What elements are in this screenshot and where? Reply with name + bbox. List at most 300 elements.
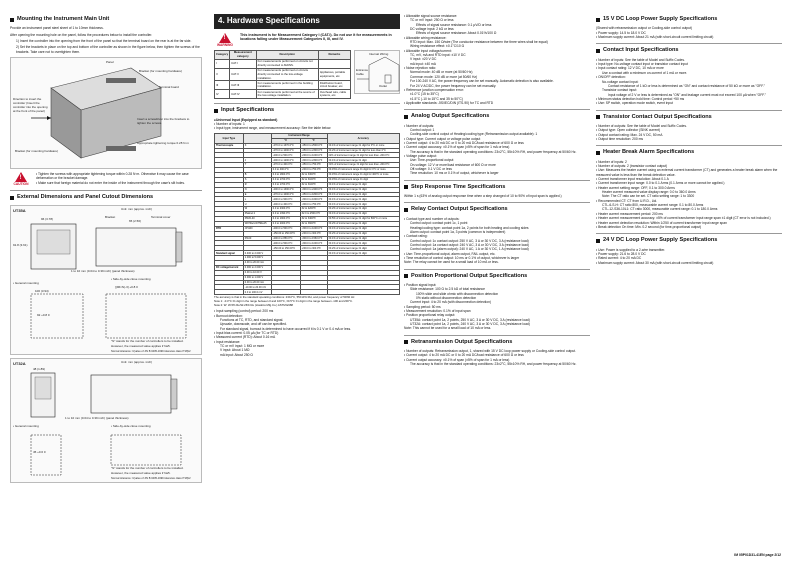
col3.top_specs-line: • Applicable standards: JIS/IEC/DIN (ITS-90) for TC and RTD	[404, 100, 494, 105]
col3.top_specs-line: Effects of signal source resistance: About 0.01%/100 Ω	[416, 31, 497, 36]
col4.lp24-line: • Maximum supply current: About 30 mA (with short-circuit current limiting circuit)	[596, 260, 714, 265]
col3.top_specs-line: V input: ±20 V DC	[410, 57, 437, 62]
n-note-b: "N" stands for the number of controllers to be installed.	[111, 465, 184, 470]
col4.heater-line: • Heater current detection resolution: Within 1/250 of current transformer input range span	[596, 220, 727, 225]
side-by-side-2: • Side-by-side close mounting	[111, 423, 151, 428]
col3.top_specs-line: Common mode: 120 dB or more (at 50/60 Hz)	[410, 74, 478, 79]
ut35a-dimension-drawing	[10, 205, 202, 355]
table-cell: ±0.1% of instrument range ±1 digit	[327, 197, 399, 202]
col2.after_table-line: Upscale, downscale, and off can be specified.	[220, 322, 287, 327]
table-cell: -200.0 to 300.0°F	[300, 246, 327, 251]
col4.heater-line: • Heater current measurement accuracy: ±5% of current transformer input range span ±1 digit (CT error is not included.)	[596, 216, 771, 221]
table-cell: -200.0 to 900.0°C	[271, 197, 300, 202]
col3.retrans-line: The accuracy is that in the standard operating conditions: 23±2°C, 55±10% RH, and power frequency at 50/60 Hz.	[410, 362, 577, 367]
dim-91: 91.8 (3.61)	[13, 242, 28, 247]
table-row	[215, 290, 400, 295]
n-note: "N" stands for the number of controllers to be installed.	[111, 338, 184, 343]
table-cell: ±0.2% of instrument range ±1 digit for less than 0°C	[327, 148, 399, 153]
general-mounting-2: • General mounting	[13, 423, 39, 428]
table-cell: ±0.15% of instrument range ±1 digit for 0°C or more	[327, 168, 399, 173]
table-cell: 0.0 to 400.0°C	[271, 168, 300, 173]
table-cell: ±0.1% of instrument range ±1 digit	[327, 182, 399, 187]
dim-65: 65 (2.56)	[129, 218, 142, 223]
divider	[404, 269, 590, 270]
input-spec-continued	[404, 14, 590, 105]
label-bracket-bottom: Bracket (for mounting hardware)	[15, 149, 59, 154]
table-note-1: The accuracy is that in the standard operating conditions: 23±2°C, 55±10% RH, and power frequency of 50/60 Hz.	[214, 295, 356, 300]
lp15-list	[596, 26, 782, 39]
divider	[596, 43, 782, 44]
table-cell: ±0.1% of instrument range ±1 digit	[327, 158, 399, 163]
th-accuracy: Accuracy	[327, 133, 399, 143]
table-cell: R	[243, 182, 271, 187]
cat-header: Description	[256, 50, 318, 59]
col4.contact_in-line: Contact resistance of 1 kΩ or less is determined as "ON" and contact resistance of 50 kΩ or more as "OFF."	[608, 83, 765, 88]
col4.contact_in-line: • ON/OFF detection:	[596, 75, 626, 80]
table-cell: U	[243, 202, 271, 207]
column-io-specs	[404, 14, 590, 367]
table-cell: -270.0 to 1370.0°C	[271, 143, 300, 148]
col3.analog-line: • Current output: 4 to 20 mA DC or 0 to 20 mA DC/load resistance of 600 Ω or less	[404, 140, 524, 145]
col3.top_specs-line: DC voltage input: 2 kΩ or less	[410, 27, 454, 32]
col4.lp15-line: • Maximum supply current: About 21 mA (with short-circuit current limiting circuit)	[596, 35, 714, 40]
col3.pos-line: • Position signal input:	[404, 282, 437, 287]
col4.heater-line: • Heater current measurement period: 200 ms	[596, 211, 663, 216]
table-cell: ±0.2% of instrument range ±1 digit	[327, 207, 399, 212]
col4.heater-line: • Number of outputs: 2 (transistor contact output)	[596, 164, 668, 169]
col4.contact_in-line: Input voltage of 2 V or less is determined as "ON" and leakage current must not exceed 100 μA when "OFF."	[608, 92, 766, 97]
col3.relay-line: • Contact type and number of outputs:	[404, 216, 460, 221]
table-cell: -270.0 to 1000.0°C	[271, 148, 300, 153]
col4.heater-line: • Number of inputs: 2	[596, 159, 627, 164]
table-cell: 0.0 to 1900.0°C	[271, 216, 300, 221]
table-cell: -200.0 to 400.0°C	[271, 202, 300, 207]
table-cell: 32 to 3600°F	[300, 221, 327, 226]
col2.after_table-line: • Input bias current: 0.05 μA (for TC or RTD)	[214, 331, 279, 335]
col4.contact_in-line: Use a contact with a minimum on-current of 1 mA or more.	[602, 70, 688, 75]
caution-icon-group	[10, 172, 32, 186]
square-bullet-icon	[596, 49, 600, 53]
dim-45: 45 +0.6 0	[33, 449, 46, 454]
square-bullet-icon	[10, 196, 14, 200]
table-cell: -200.0 to 300.0°F	[300, 231, 327, 236]
label-outlet: Outlet	[379, 83, 388, 88]
table-cell: -300.0 to 2300.0°F	[300, 158, 327, 163]
col3.top_specs-line: mA input: ±40 mA	[410, 61, 436, 66]
square-bullet-icon	[596, 151, 600, 155]
section-contact-input: Contact Input Specifications	[596, 47, 782, 54]
col3.top_specs-line: • Allowable wiring resistance:	[404, 35, 447, 40]
col3.analog-line: • Voltage pulse output:	[404, 154, 437, 158]
label-screwdriver: Insert a screwdriver into the brackets to tighten the screws.	[137, 117, 190, 126]
table-cell: JPt100	[243, 226, 271, 231]
col3.retrans-line: • Current output: 4 to 20 mA DC or 0 to 20 mA DC/load resistance of 600 Ω or less	[404, 353, 524, 358]
caution-bullet-1: • Tighten the screws with appropriate tightening torque within 0.28 N·m. Otherwise it may cause the case deformation or the bracket damage.	[36, 172, 189, 181]
universal-line-1: • Number of inputs: 1	[214, 122, 245, 127]
col3.relay-line: Control output: 1a contact output: 240 V AC, 3 A or 30 V DC, 3 A (resistance load)	[410, 242, 529, 247]
label-torque: Appropriate tightening torque 0.28 N·m	[137, 141, 189, 146]
section-lp24: 24 V DC Loop Power Supply Specifications	[596, 237, 782, 244]
table-cell: 0.00 to 10.00 V	[243, 270, 271, 275]
col3.pos-line: Slide resistance: 100 Ω to 2.5 kΩ of total resistance	[410, 287, 485, 292]
divider	[596, 145, 782, 146]
square-bullet-icon	[214, 109, 218, 113]
square-bullet-icon	[10, 18, 14, 22]
label-bracket: Bracket	[105, 214, 116, 219]
table-cell: III	[215, 81, 230, 90]
square-bullet-icon	[596, 18, 600, 22]
col4.contact_in-line: Transistor contact input:	[602, 88, 638, 93]
table-cell: -450.0 to 2500.0°F	[300, 143, 327, 148]
col3.analog-line: On-voltage: 12 V or more/load resistance of 600 Ω or more	[410, 162, 496, 167]
divider	[596, 110, 782, 111]
col2.after_table-line: • Burnout detection:	[214, 313, 243, 318]
col3.analog-line: Time resolution: 10 ms or 0.1% of output, whichever is larger	[410, 171, 499, 176]
model-ut35a: UT35A	[13, 207, 26, 213]
table-row	[215, 59, 351, 68]
section-lp15: 15 V DC Loop Power Supply Specifications	[596, 16, 782, 23]
th-instrument-range: Instrument Range	[271, 133, 327, 138]
section-transistor: Transistor Contact Output Specifications	[596, 114, 782, 121]
table-cell: 0.000 to 1.000 V	[243, 275, 271, 280]
table-cell: -200.0 to 500.0°C	[271, 153, 300, 158]
table-cell: 4.00 to 20.00 mA	[243, 260, 271, 265]
col4.lp15-line: • Power supply: 14.5 to 18.0 V DC	[596, 30, 646, 35]
section-heater: Heater Break Alarm Specifications	[596, 149, 782, 156]
table-cell: ±0.1% of instrument range ±1 digit	[327, 212, 399, 217]
cat-header: Measurement category	[230, 50, 256, 59]
table-cell: Overhead wire, cable systems, etc.	[318, 90, 350, 99]
table-cell: CAT.I	[230, 59, 256, 68]
table-cell: -300.0 to 750.0°F	[300, 202, 327, 207]
mount-step-1: 1) Insert the controller into the opening from the front of the panel so that the terminal board on the rear is at the far side.	[16, 39, 192, 44]
mount-step-2: 2) Set the brackets in place on the top and bottom of the controller as shown in the figure below, then tighten the screws of the brackets. Take care not to overtighten them.	[16, 45, 200, 54]
table-cell: Standard signal	[215, 251, 244, 256]
divider	[10, 190, 202, 191]
divider	[596, 233, 782, 234]
n-note-2: However, the measured value applies if N≥5.	[111, 343, 171, 348]
table-cell: 0.0 to 100.0 mV	[243, 290, 271, 295]
col3.analog-line: Off-voltage: 0.1 V DC or less	[410, 167, 452, 172]
ut32a-dimension-drawing	[10, 358, 202, 483]
lp24-list	[596, 248, 782, 265]
table-cell: E	[243, 192, 271, 197]
table-cell: 32 to 3100°F	[300, 177, 327, 182]
table-row	[215, 90, 351, 99]
col3.top_specs-line: ±1.5°C (-10 to 15°C and 35 to 50°C)	[410, 96, 463, 101]
table-cell: -300.0 to 1000.0°F	[300, 226, 327, 231]
relay-list	[404, 217, 590, 265]
col3.retrans-line: • Number of outputs: Retransmission output, 1, shared with 15 V DC loop power supply or Cooling-side control output.	[404, 349, 576, 354]
table-cell: -10.00 to 20.00 mV	[243, 285, 271, 290]
label-terminal-board: Terminal board	[159, 85, 179, 90]
table-cell: -200.0 to 850.0°C	[271, 236, 300, 241]
table-cell: -200.0 to 750.0°F	[300, 168, 327, 173]
col4.transistor-line: • Output time resolution: 200 ms	[596, 136, 643, 141]
table-row	[215, 81, 351, 90]
table-cell: I	[215, 59, 230, 68]
table-cell: ±0.1% of instrument range ±1 digit	[327, 187, 399, 192]
section-position: Position Proportional Output Specifications	[404, 273, 590, 280]
building-icon	[355, 51, 401, 95]
table-cell: 0.00 to 20.00 mA	[243, 280, 271, 285]
col3.relay-line: Note: The relay cannot be used for a small load of 10 mA or less.	[404, 260, 499, 265]
table-cell: -150.00 to 150.00°C	[271, 231, 300, 236]
cat-header: Category	[215, 50, 230, 59]
table-cell	[271, 290, 300, 295]
mounting-diagram	[10, 57, 202, 169]
caution-box	[10, 172, 202, 186]
col4.lp24-line: • Rated current: 4 to 20 mA DC	[596, 256, 642, 261]
tolerance-note: Normal tolerance: ±(value of JIS B 0405-1999 tolerance class IT18)/2	[111, 349, 191, 353]
col4.heater-line: • Current transformer input resolution: About 0.1 A	[596, 177, 669, 182]
col3.pos-line: 0% static without disconnection detection	[416, 296, 477, 300]
col3.analog-line: • Number of outputs:	[404, 123, 435, 128]
col3.analog-line: • Current output accuracy: ±0.1% of span (±5% of span for 1 mA or less)	[404, 145, 510, 150]
col4.heater-line: • Heater current setting range: OFF, 0.1 to 300.0 Arms	[596, 185, 675, 190]
table-cell: -270.0 to 1000.0°C	[271, 192, 300, 197]
table-cell: ±0.1% of instrument range ±1 digit	[327, 241, 399, 246]
table-cell: II	[215, 68, 230, 81]
table-cell	[318, 59, 350, 68]
warning-triangle-icon: !	[219, 33, 231, 43]
col3.top_specs-line: For 24 V AC/DC, the power frequency can be set manually.	[410, 83, 497, 88]
square-bullet-icon	[404, 340, 408, 344]
table-cell: 0.0 to 2000.0°C	[271, 221, 300, 226]
table-cell: 32 to 3300°F	[300, 172, 327, 177]
table-cell: ±0.5% of instrument range ±1 digit for 800°C or more	[327, 216, 399, 221]
table-cell: 0.0 to 1800.0°C	[271, 172, 300, 177]
section-relay: Relay Contact Output Specifications	[404, 206, 590, 213]
table-cell: 0.0 to 2300.0°C	[271, 207, 300, 212]
input-spec-list	[214, 309, 400, 357]
unit-note-2: Unit: mm (approx. inch)	[121, 359, 153, 364]
col4.contact_in-line: • Use: SP switch, operation mode switch, event input	[596, 101, 673, 106]
mount-p1: Provide an instrument panel steel sheet of 1 to 10mm thickness.	[10, 26, 104, 31]
category-table	[214, 50, 351, 100]
th-blank	[243, 133, 271, 143]
table-cell	[327, 290, 399, 295]
col4.lp24-line: • Power supply: 21.6 to 28.0 V DC	[596, 251, 646, 256]
table-cell: 32 to 4200°F	[300, 207, 327, 212]
table-cell: 0.0 to 1700.0°C	[271, 177, 300, 182]
table-cell: 0.0 to 1390.0°C	[271, 212, 300, 217]
col4.contact_in-line: • Number of inputs: See the table of Model and Suffix Codes.	[596, 57, 685, 62]
table-cell: RTD	[215, 226, 244, 231]
table-cell: 1.000 to 5.000 V	[243, 256, 271, 261]
table-cell: CAT.IV	[230, 90, 256, 99]
section-mounting: Mounting the Instrument Main Unit	[10, 16, 202, 23]
table-cell: ±0.2% of instrument range ±1 digit	[327, 231, 399, 236]
table-cell: Platinel 2	[243, 212, 271, 217]
col3.top_specs-line: • Allowable input voltage/current:	[404, 48, 452, 53]
table-cell: ±0.1% of instrument range ±1 digit	[327, 192, 399, 197]
col2.after_table-line: Functions at TC, RTD, and standard signal.	[220, 317, 284, 322]
table-cell: -450.0 to 2300.0°F	[300, 148, 327, 153]
caution-text	[36, 172, 202, 185]
table-cell: K	[243, 143, 271, 148]
col4.heater-line: • Current transformer input range: 0.0 to 0.1 Arms (0.1 Arms or more cannot be applied.)	[596, 181, 725, 186]
table-cell: -200.0 to 1200.0°C	[271, 158, 300, 163]
table-cell: ±0.15% of instrument range ±1 digit	[327, 177, 399, 182]
table-cell	[300, 290, 327, 295]
contact-input-list	[596, 58, 782, 106]
col4.heater-line: Note: The CT ratio can be set. CT ratio setting range: 1 to 3300	[602, 194, 695, 199]
table-cell: ±0.2% of instrument range ±1 digit	[327, 246, 399, 251]
table-cell: -300.0 to 1000.0°F	[300, 241, 327, 246]
warning-icon-group	[214, 33, 236, 47]
label-direction: Direction to insert the controller (Insert the controller into the opening at the front of the panel)	[13, 97, 48, 113]
table-cell: N	[243, 187, 271, 192]
unit-note: Unit: mm (approx. inch)	[121, 206, 153, 211]
col4.heater-line: • Break detection On time: Min. 0.2 second (for time-proportional output)	[596, 224, 702, 229]
divider	[404, 335, 590, 336]
col2.after_table-line: • Input resistance:	[214, 339, 241, 344]
table-cell: ±0.1% of instrument range ±1 digit	[327, 236, 399, 241]
col4.heater-line: • Use: Measures the heater current using an external current transformer (CT) and generates a heater break alarm when the measured value is less than the break detection value.	[596, 168, 778, 177]
table-cell: -300.0 to 1600.0°F	[300, 197, 327, 202]
table-cell: T	[243, 163, 271, 168]
table-cell: DC voltage/current	[215, 265, 244, 270]
table-cell: For measurements performed on circuits not directly connected to MAINS.	[256, 59, 318, 68]
section-analog: Analog Output Specifications	[404, 113, 590, 120]
table-cell: IV	[215, 90, 230, 99]
dim-100: 100 (3.94)	[35, 288, 49, 293]
label-terminal-cover: Terminal cover	[151, 214, 171, 219]
table-cell: -200.0 to 500.0°C	[271, 241, 300, 246]
table-row	[215, 68, 351, 81]
col4.contact_in-line: • Input contact rating: 12 V DC, 10 mA or more	[596, 66, 664, 71]
category-block	[214, 50, 400, 100]
col2.after_table-line: For standard signal, burnout is determined to have occurred if it is 0.1 V or 0.4 mA or less.	[220, 326, 352, 331]
col4.transistor-line: • Number of outputs: See the table of Model and Suffix Codes.	[596, 123, 687, 128]
universal-input: ●Universal Input (Equipped as standard)	[214, 117, 278, 122]
square-bullet-icon	[404, 274, 408, 278]
col3.analog-line: Control output: 1	[410, 127, 435, 132]
table-cell: -270.0 to 400.0°C	[271, 163, 300, 168]
universal-line-2: • Input type, instrument range, and measurement accuracy: See the table below.	[214, 126, 332, 131]
warning-label: WARNING	[217, 42, 233, 47]
page-footer: IM 05P01D31-41EN page 2/12	[734, 552, 781, 557]
table-cell: S	[243, 177, 271, 182]
table-cell: Appliances, portable equipments, etc.	[318, 68, 350, 81]
col3.top_specs-line: Wiring resistance effect: ±0.1°C/10 Ω	[410, 44, 465, 49]
label-panel: Panel	[106, 60, 114, 65]
square-bullet-icon	[404, 185, 408, 189]
col3.top_specs-line: ±1.0°C (15 to 35°C)	[410, 92, 439, 97]
table-cell: 0.0 to 1700.0°C	[271, 182, 300, 187]
col3.top_specs-line: RTD input: Max. 150 Ω/wire (The conductor resistance between the three wires shall be equal)	[410, 40, 548, 45]
col4.heater-line: CTL-6-S-H: CT ratio 800, measurable current range: 0.1 to 80.0 Arms	[602, 203, 704, 208]
col3.top_specs-line: • Reference junction compensation error:	[404, 87, 464, 92]
table-cell: ±0.1% of instrument range ±1 digit	[327, 202, 399, 207]
table-cell: -200.0 to 1300.0°C	[271, 187, 300, 192]
th-input-type: Input Type	[215, 133, 244, 143]
col2.after_table-line: TC or mV input: 1 MΩ or more	[220, 344, 265, 349]
ut35a-outline	[11, 206, 201, 356]
heater-list	[596, 160, 782, 230]
general-mounting: • General mounting	[13, 280, 39, 285]
table-cell: Distribution board, circuit breaker, etc.	[318, 81, 350, 90]
table-cell: ±0.2% of instrument range ±1 digit	[327, 221, 399, 226]
warning-triangle-icon: !	[15, 172, 27, 182]
col4.transistor-line: • Output type: Open collector (SINK current)	[596, 128, 661, 133]
col3.pos-line: • Sampling period: 50 ms	[404, 304, 441, 309]
table-note-2: Note 1: -0.3°C ±1 digit in the range between 0 and 100°C, ±0.5°C ±1 digit in the range between -100 and 200°C.	[214, 298, 353, 303]
divider	[404, 202, 590, 203]
transistor-list	[596, 124, 782, 141]
col3.analog-line: Cooling-side control output of Heating/cooling type (Retransmission output available): 1	[410, 132, 538, 137]
col3.pos-line: Current input: 4 to 20 mA (with disconnection detection)	[410, 300, 492, 305]
divider	[214, 103, 400, 104]
table-cell: ±0.1% of instrument range ±1 digit	[327, 226, 399, 231]
table-cell: 32 to 3400°F	[300, 216, 327, 221]
col3.top_specs-line: • Allowable signal source resistance:	[404, 14, 458, 18]
table-cell: ±0.1% of instrument range ±1 digit for 0°C or more	[327, 143, 399, 148]
position-list	[404, 283, 590, 331]
input-range-table	[214, 133, 400, 295]
table-cell: CAT.III	[230, 81, 256, 90]
col3.top_specs-line: For 100-240 V AC, the power frequency can be set manually. Automatic detection is also available.	[410, 79, 554, 84]
col3.pos-line: UT32A: contact point 1a, 2 points, 240 V AC, 3 A or 30 V DC, 3 A (resistance load)	[410, 322, 530, 327]
table-cell: 0.000 to 2.000 V	[243, 265, 271, 270]
col3.analog-line: Use: Time-proportional output	[410, 158, 454, 163]
table-cell: -450.0 to 750.0°F	[300, 163, 327, 168]
col4.heater-line: • Recommended CT: CT from U.R.D., Ltd.	[596, 198, 658, 203]
table-cell: B	[243, 172, 271, 177]
caution-bullet-2: • Make sure that foreign material do not enter the inside of the instrument through the case's slit holes.	[36, 180, 185, 185]
caution-label: CAUTION	[13, 182, 29, 187]
table-cell: For measurements performed at the source of the low-voltage installation.	[256, 90, 318, 99]
col4.lp24-line: • Use: Power is supplied to a 2-wire transmitter.	[596, 247, 666, 252]
col4.contact_in-line: • Input type: No-voltage contact input or transistor contact input	[596, 62, 688, 67]
mount-range: 1 to 10 mm (0.04 to 0.39 inch) (panel thickness)	[71, 268, 135, 273]
col2.after_table-line: mA input: About 250 Ω	[220, 352, 253, 357]
table-cell: -150.00 to 150.00°C	[271, 246, 300, 251]
section-step: Step Response Time Specifications	[404, 184, 590, 191]
label-internal-wiring: Internal Wiring	[369, 51, 389, 56]
table-cell: CAT.II	[230, 68, 256, 81]
table-cell: ±2% of instrument range ±1 digit for less than -200.0°C	[327, 153, 399, 158]
section-retransmission: Retransmission Output Specifications	[404, 339, 590, 346]
col3.relay-line: • Use: Time-proportional output, alarm output, FAIL output, etc.	[404, 251, 496, 256]
model-ut32a: UT32A	[13, 360, 26, 366]
col4.lp15-line: (Shared with retransmission output or Cooling-side control output)	[596, 26, 693, 31]
warning-box	[214, 33, 400, 47]
section-dimensions: External Dimensions and Panel Cutout Dimensions	[10, 194, 202, 201]
col3.relay-line: • Contact rating:	[404, 234, 428, 239]
n-note-2b: However, the measured value applies if N≥5.	[111, 470, 171, 475]
warning-text: This instrument is for Measurement Category I (CAT.I). Do not use it for measurements in locations falling under Measurement Categories II, III, and IV.	[240, 32, 392, 42]
mount-range-2: 1 to 10 mm (0.04 to 0.39 inch) (panel thickness)	[65, 415, 129, 420]
col3.top_specs-line: Effects of signal source resistance: 0.1 μV/Ω or less	[416, 22, 492, 27]
col3.pos-line: 100% slide and slide ohmic with disconnection detection	[416, 291, 499, 296]
mount-p2: After opening the mounting hole on the panel, follow the procedures below to install the controller.	[10, 32, 153, 37]
label-bracket-top: Bracket (for mounting hardware)	[139, 69, 183, 74]
dim-96: 96 (3.78)	[41, 216, 54, 221]
table-cell: Pt100	[243, 236, 271, 241]
square-bullet-icon	[596, 115, 600, 119]
square-bullet-icon	[404, 115, 408, 119]
table-cell: -200.0 to 1000.0°F	[300, 153, 327, 158]
tolerance-note-2: Normal tolerance: ±(value of JIS B 0405-1999 tolerance class IT18)/2	[111, 476, 191, 480]
divider	[404, 109, 590, 110]
table-cell: For measurements performed on circuits directly connected to the low-voltage installation.	[256, 68, 318, 81]
col2.after_table-line: • Input sampling (control) period: 200 ms	[214, 309, 274, 314]
cat-header: Remarks	[318, 50, 350, 59]
table-cell: -450.0 to 1800.0°F	[300, 192, 327, 197]
col3.relay-line: Control output: 1a (alarm output): 240 V AC, 1 A or 30 V DC, 1 A (resistance load)	[410, 247, 529, 252]
